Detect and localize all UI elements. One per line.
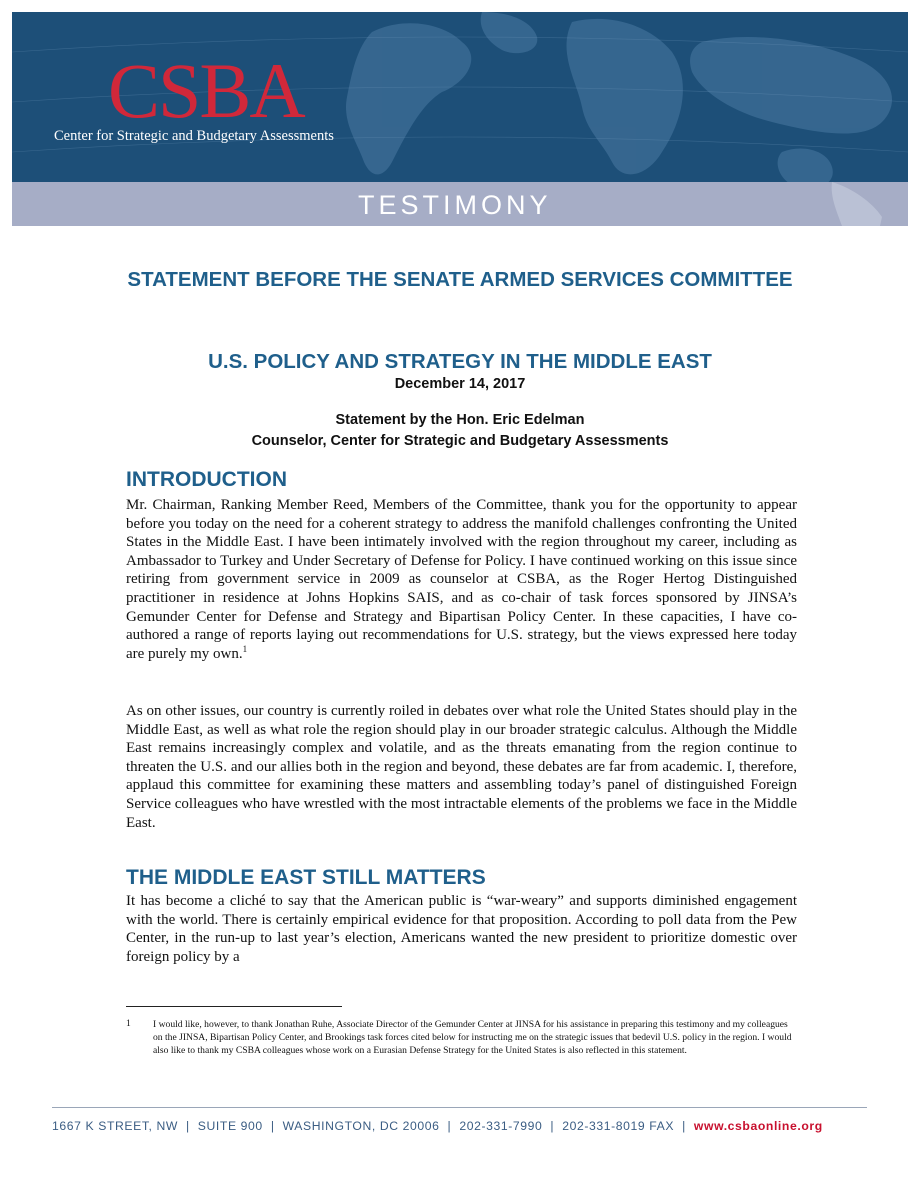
page-footer	[52, 1119, 867, 1133]
header-banner	[12, 12, 908, 226]
footer-city: WASHINGTON, DC 20006	[282, 1119, 440, 1133]
author-position: Counselor, Center for Strategic and Budgetary Assessments	[251, 433, 669, 449]
footer-website-link[interactable]: www.csbaonline.org	[693, 1119, 823, 1133]
section-heading-introduction: INTRODUCTION	[126, 468, 287, 491]
footer-separator: |	[447, 1119, 452, 1133]
footnote-text: I would like, however, to thank Jonathan Ruhe, Associate Director of the Gemunder Center at JINSA for his assistance in preparing this testimony and my colleagues on the JINSA, Bipartisan Policy Center, and Brookings task forces cited below for instructing me on the strategic issues that bedevil U.S. policy in the region. I would also like to thank my CSBA colleagues whose work on a Eurasian Defense Strategy for the United States is also reflected in this statement.	[153, 1019, 792, 1056]
footnote-number: 1	[126, 1019, 131, 1029]
doc-type-label: TESTIMONY	[358, 190, 552, 220]
csba-logo: CSBA	[108, 47, 304, 134]
section-heading-middle-east-matters: THE MIDDLE EAST STILL MATTERS	[126, 866, 486, 889]
footnote-divider	[126, 1006, 342, 1007]
matters-paragraph-1: It has become a cliché to say that the American public is “war-weary” and supports diminished engagement with the world. There is certainly empirical evidence for that proposition. According to poll data from the Pew Center, in the run-up to last year’s election, Americans wanted the new president to prioritize domestic over foreign policy by a	[126, 893, 797, 965]
footer-separator: |	[270, 1119, 275, 1133]
footnote-ref[interactable]: 1	[242, 643, 248, 654]
org-name: Center for Strategic and Budgetary Assessments	[54, 128, 334, 144]
footer-fax: 202-331-8019 FAX	[562, 1119, 675, 1133]
topic-title: U.S. POLICY AND STRATEGY IN THE MIDDLE EAST	[208, 350, 712, 373]
statement-title: STATEMENT BEFORE THE SENATE ARMED SERVICES COMMITTEE	[127, 268, 793, 291]
footer-separator: |	[682, 1119, 686, 1133]
statement-author: Statement by the Hon. Eric Edelman	[335, 412, 585, 428]
footer-address: 1667 K STREET, NW	[52, 1119, 179, 1133]
intro-paragraph-1-text: Mr. Chairman, Ranking Member Reed, Members of the Committee, thank you for the opportunity to appear before you today on the need for a coherent strategy to address the manifold challenges confronting the United States in the Middle East. I have been intimately involved with the region throughout my career, including as Ambassador to Turkey and Under Secretary of Defense for Policy. I have continued working on this issue since retiring from government service in 2009 as counselor at CSBA, as the Roger Hertog Distinguished practitioner in residence at Johns Hopkins SAIS, and as co-chair of task forces sponsored by JINSA’s Gemunder Center for Defense and Strategy and Bipartisan Policy Center. In these capacities, I have co-authored a range of reports laying out recommendations for U.S. strategy, but the views expressed here today are purely my own.	[126, 497, 797, 662]
testimony-date: December 14, 2017	[394, 376, 526, 392]
footer-phone: 202-331-7990	[459, 1119, 543, 1133]
intro-paragraph-1	[126, 496, 797, 663]
footer-separator: |	[550, 1119, 555, 1133]
footer-divider	[52, 1107, 867, 1108]
footer-suite: SUITE 900	[197, 1119, 263, 1133]
footer-separator: |	[186, 1119, 190, 1133]
intro-paragraph-2: As on other issues, our country is currently roiled in debates over what role the United States should play in the Middle East, as well as what role the region should play in our broader strategic calculus. Although the Middle East remains increasingly complex and volatile, and as the threats emanating from the region continue to threaten the U.S. and our allies both in the region and beyond, these debates are far from academic. I, therefore, applaud this committee for examining these matters and assembling today’s panel of distinguished Foreign Service colleagues who have wrestled with the most intractable elements of the problems we face in the Middle East.	[126, 703, 797, 831]
